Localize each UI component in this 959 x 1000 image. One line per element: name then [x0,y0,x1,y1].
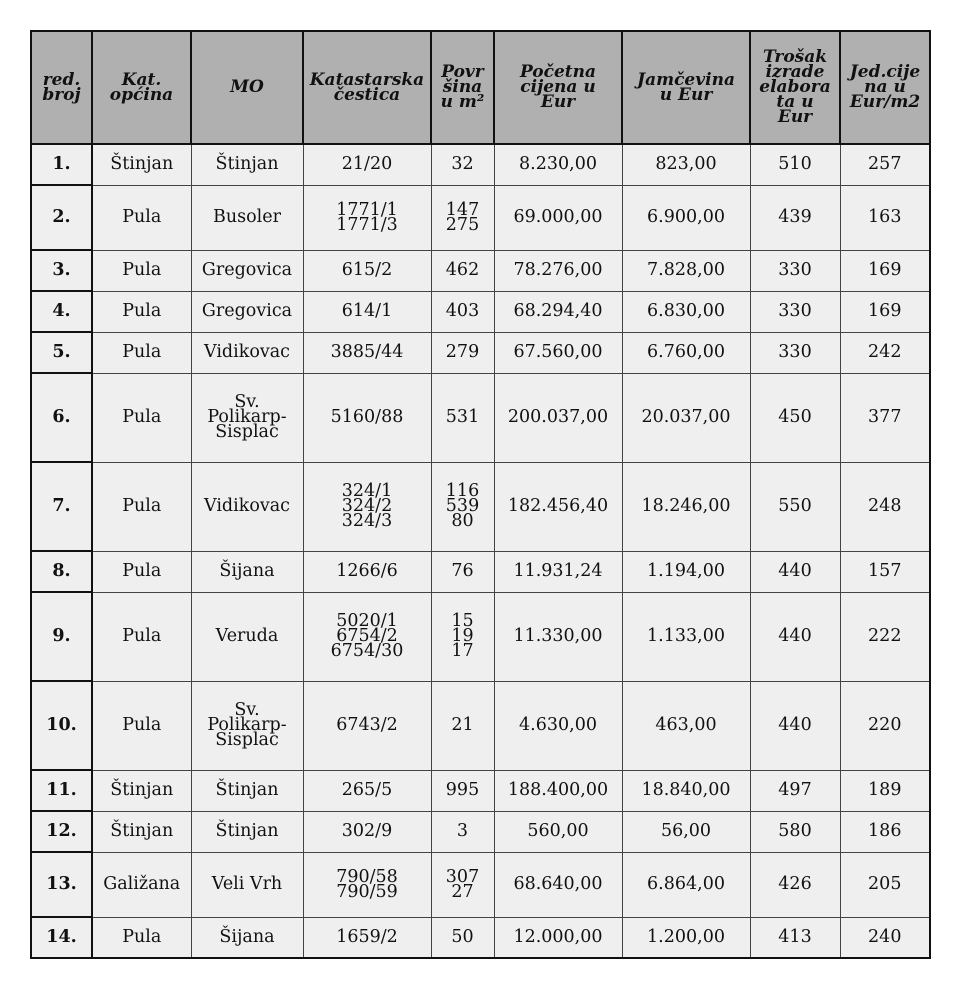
table-row [31,185,930,250]
cell-pocetna-cijena: 67.560,00 [494,332,622,373]
cell-jamcevina: 1.194,00 [622,551,750,592]
cell-kat-opcina: Štinjan [92,811,191,852]
cell-cestica: 265/5 [303,770,431,811]
cell-pocetna-cijena: 69.000,00 [494,185,622,250]
table-row [31,373,930,462]
cell-trosak: 330 [750,332,840,373]
table-row [31,462,930,551]
cell-mo: Busoler [191,185,303,250]
cell-kat-opcina: Pula [92,917,191,958]
cell-cestica: 614/1 [303,291,431,332]
row-number: 6. [31,373,92,462]
table-row [31,811,930,852]
cell-povrsina: 15 19 17 [431,592,494,681]
cell-mo: Veli Vrh [191,852,303,917]
cell-trosak: 330 [750,291,840,332]
cell-trosak: 497 [750,770,840,811]
cell-jamcevina: 7.828,00 [622,250,750,291]
cell-cestica: 1266/6 [303,551,431,592]
row-number: 8. [31,551,92,592]
cell-povrsina: 995 [431,770,494,811]
cell-jamcevina: 1.133,00 [622,592,750,681]
cell-trosak: 550 [750,462,840,551]
cell-cestica: 1771/1 1771/3 [303,185,431,250]
cell-povrsina: 76 [431,551,494,592]
cell-trosak: 440 [750,681,840,770]
cell-trosak: 510 [750,144,840,185]
cell-cestica: 3885/44 [303,332,431,373]
cell-jed-cijena: 157 [840,551,930,592]
header-jed-cijena: Jed.cije na u Eur/m2 [840,31,930,144]
table-row [31,250,930,291]
cell-pocetna-cijena: 68.294,40 [494,291,622,332]
cell-mo: Sv. Polikarp- Sisplac [191,373,303,462]
cell-jamcevina: 18.246,00 [622,462,750,551]
cell-jed-cijena: 248 [840,462,930,551]
cell-trosak: 413 [750,917,840,958]
cell-jed-cijena: 240 [840,917,930,958]
cell-kat-opcina: Pula [92,332,191,373]
cell-trosak: 426 [750,852,840,917]
row-number: 3. [31,250,92,291]
cell-povrsina: 50 [431,917,494,958]
row-number: 9. [31,592,92,681]
cell-kat-opcina: Pula [92,551,191,592]
cell-cestica: 1659/2 [303,917,431,958]
cell-pocetna-cijena: 11.330,00 [494,592,622,681]
cell-povrsina: 3 [431,811,494,852]
cell-pocetna-cijena: 68.640,00 [494,852,622,917]
cell-cestica: 6743/2 [303,681,431,770]
cell-cestica: 790/58 790/59 [303,852,431,917]
cell-jamcevina: 56,00 [622,811,750,852]
cell-kat-opcina: Pula [92,592,191,681]
cell-cestica: 302/9 [303,811,431,852]
cell-pocetna-cijena: 4.630,00 [494,681,622,770]
cell-kat-opcina: Pula [92,462,191,551]
cell-kat-opcina: Pula [92,373,191,462]
header-jamcevina: Jamčevina u Eur [622,31,750,144]
header-povrsina: Povr šina u m² [431,31,494,144]
cell-jamcevina: 18.840,00 [622,770,750,811]
cell-pocetna-cijena: 78.276,00 [494,250,622,291]
cell-mo: Vidikovac [191,462,303,551]
cell-jed-cijena: 220 [840,681,930,770]
cell-povrsina: 32 [431,144,494,185]
cell-pocetna-cijena: 12.000,00 [494,917,622,958]
cell-povrsina: 531 [431,373,494,462]
cell-jamcevina: 6.864,00 [622,852,750,917]
table-row [31,852,930,917]
cell-jed-cijena: 377 [840,373,930,462]
cell-jed-cijena: 186 [840,811,930,852]
cell-cestica: 615/2 [303,250,431,291]
cell-cestica: 324/1 324/2 324/3 [303,462,431,551]
cell-kat-opcina: Pula [92,250,191,291]
cell-kat-opcina: Pula [92,681,191,770]
cell-cestica: 5020/1 6754/2 6754/30 [303,592,431,681]
cell-povrsina: 21 [431,681,494,770]
cell-kat-opcina: Pula [92,291,191,332]
row-number: 14. [31,917,92,958]
cell-pocetna-cijena: 188.400,00 [494,770,622,811]
cell-jed-cijena: 242 [840,332,930,373]
cell-mo: Veruda [191,592,303,681]
cell-jed-cijena: 222 [840,592,930,681]
row-number: 1. [31,144,92,185]
header-red-broj: red. broj [31,31,92,144]
row-number: 5. [31,332,92,373]
cell-pocetna-cijena: 200.037,00 [494,373,622,462]
cell-pocetna-cijena: 560,00 [494,811,622,852]
cell-jed-cijena: 205 [840,852,930,917]
header-row [31,31,930,144]
cell-kat-opcina: Štinjan [92,144,191,185]
header-pocetna-cijena: Početna cijena u Eur [494,31,622,144]
cell-trosak: 330 [750,250,840,291]
row-number: 12. [31,811,92,852]
cell-mo: Gregovica [191,250,303,291]
cell-pocetna-cijena: 182.456,40 [494,462,622,551]
cell-kat-opcina: Galižana [92,852,191,917]
header-kat-opcina: Kat. općina [92,31,191,144]
table-row [31,291,930,332]
cell-povrsina: 462 [431,250,494,291]
cell-mo: Štinjan [191,770,303,811]
row-number: 2. [31,185,92,250]
cell-jamcevina: 20.037,00 [622,373,750,462]
cell-mo: Gregovica [191,291,303,332]
cell-jamcevina: 6.760,00 [622,332,750,373]
table-row [31,770,930,811]
cell-cestica: 21/20 [303,144,431,185]
cell-jamcevina: 823,00 [622,144,750,185]
table-row [31,681,930,770]
cell-jamcevina: 6.900,00 [622,185,750,250]
cell-mo: Štinjan [191,144,303,185]
row-number: 4. [31,291,92,332]
cell-mo: Štinjan [191,811,303,852]
cell-jed-cijena: 189 [840,770,930,811]
cell-pocetna-cijena: 11.931,24 [494,551,622,592]
table-row [31,332,930,373]
table-row [31,144,930,185]
cell-cestica: 5160/88 [303,373,431,462]
cell-povrsina: 279 [431,332,494,373]
row-number: 7. [31,462,92,551]
cell-jamcevina: 6.830,00 [622,291,750,332]
row-number: 13. [31,852,92,917]
header-katastarska-cestica: Katastarska čestica [303,31,431,144]
cell-mo: Vidikovac [191,332,303,373]
cell-jed-cijena: 163 [840,185,930,250]
cell-mo: Šijana [191,551,303,592]
cell-kat-opcina: Štinjan [92,770,191,811]
row-number: 11. [31,770,92,811]
header-trosak-elaborata: Trošak izrade elabora ta u Eur [750,31,840,144]
cell-trosak: 450 [750,373,840,462]
cell-trosak: 580 [750,811,840,852]
cell-pocetna-cijena: 8.230,00 [494,144,622,185]
table-row [31,917,930,958]
cell-jamcevina: 463,00 [622,681,750,770]
parcels-table [30,30,931,959]
header-mo: MO [191,31,303,144]
cell-trosak: 440 [750,551,840,592]
cell-povrsina: 403 [431,291,494,332]
cell-mo: Šijana [191,917,303,958]
cell-trosak: 440 [750,592,840,681]
table-row [31,551,930,592]
row-number: 10. [31,681,92,770]
cell-trosak: 439 [750,185,840,250]
cell-jed-cijena: 169 [840,291,930,332]
cell-mo: Sv. Polikarp- Sisplac [191,681,303,770]
cell-jed-cijena: 169 [840,250,930,291]
cell-povrsina: 116 539 80 [431,462,494,551]
cell-povrsina: 307 27 [431,852,494,917]
cell-kat-opcina: Pula [92,185,191,250]
cell-jamcevina: 1.200,00 [622,917,750,958]
table-row [31,592,930,681]
cell-povrsina: 147 275 [431,185,494,250]
cell-jed-cijena: 257 [840,144,930,185]
